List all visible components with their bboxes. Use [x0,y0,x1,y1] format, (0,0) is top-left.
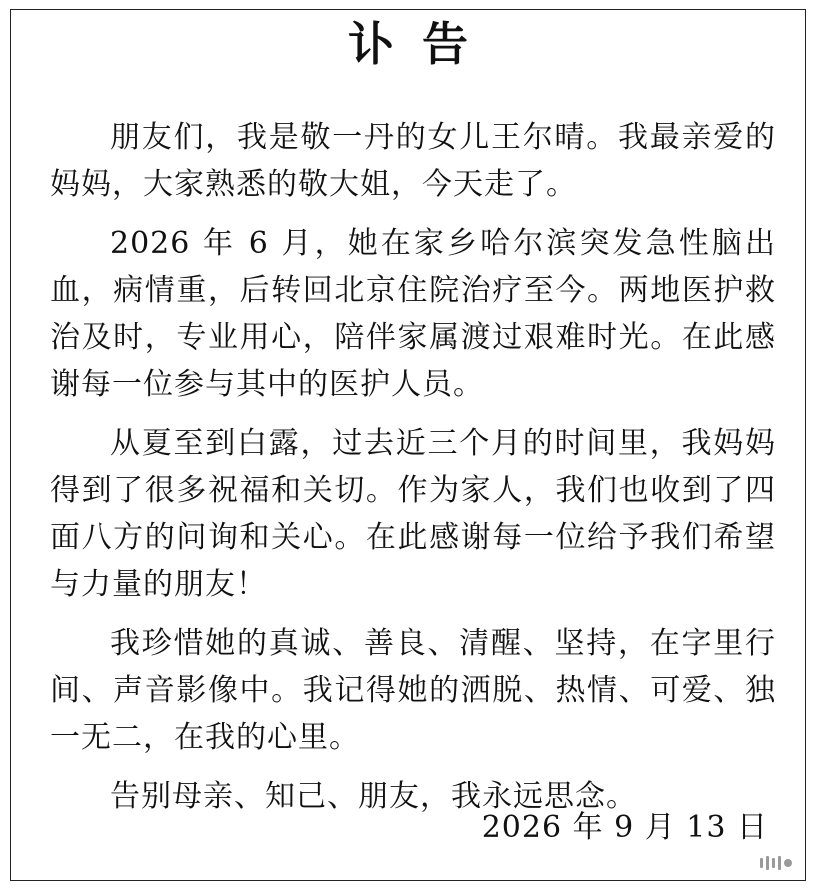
watermark-bar-icon [772,858,775,868]
watermark-bar-icon [778,856,781,870]
paragraph-memories: 我珍惜她的真诚、善良、清醒、坚持，在字里行间、声音影像中。我记得她的洒脱、热情、可爱、独一无二，在我的心里。 [50,626,776,755]
paragraph-illness: 2026 年 6 月，她在家乡哈尔滨突发急性脑出血，病情重，后转回北京住院治疗至今。两地医护救治及时，专业用心，陪伴家属渡过艰难时光。在此感谢每一位参与其中的医护人员。 [50,226,776,402]
watermark-dot-icon [784,859,792,867]
obituary-date: 2026 年 9 月 13 日 [481,810,768,845]
obituary-body [50,114,776,832]
paragraph-greeting: 朋友们，我是敬一丹的女儿王尔晴。我最亲爱的妈妈，大家熟悉的敬大姐，今天走了。 [50,120,776,202]
obituary-title: 讣告 [348,17,496,71]
paragraph-farewell: 告别母亲、知己、朋友，我永远思念。 [110,779,637,814]
watermark-bar-icon [760,858,763,868]
platform-watermark-icon [760,854,806,872]
watermark-bar-icon [766,856,769,870]
paragraph-thanks: 从夏至到白露，过去近三个月的时间里，我妈妈得到了很多祝福和关切。作为家人，我们也收到了四面八方的问询和关心。在此感谢每一位给予我们希望与力量的朋友！ [50,426,776,602]
